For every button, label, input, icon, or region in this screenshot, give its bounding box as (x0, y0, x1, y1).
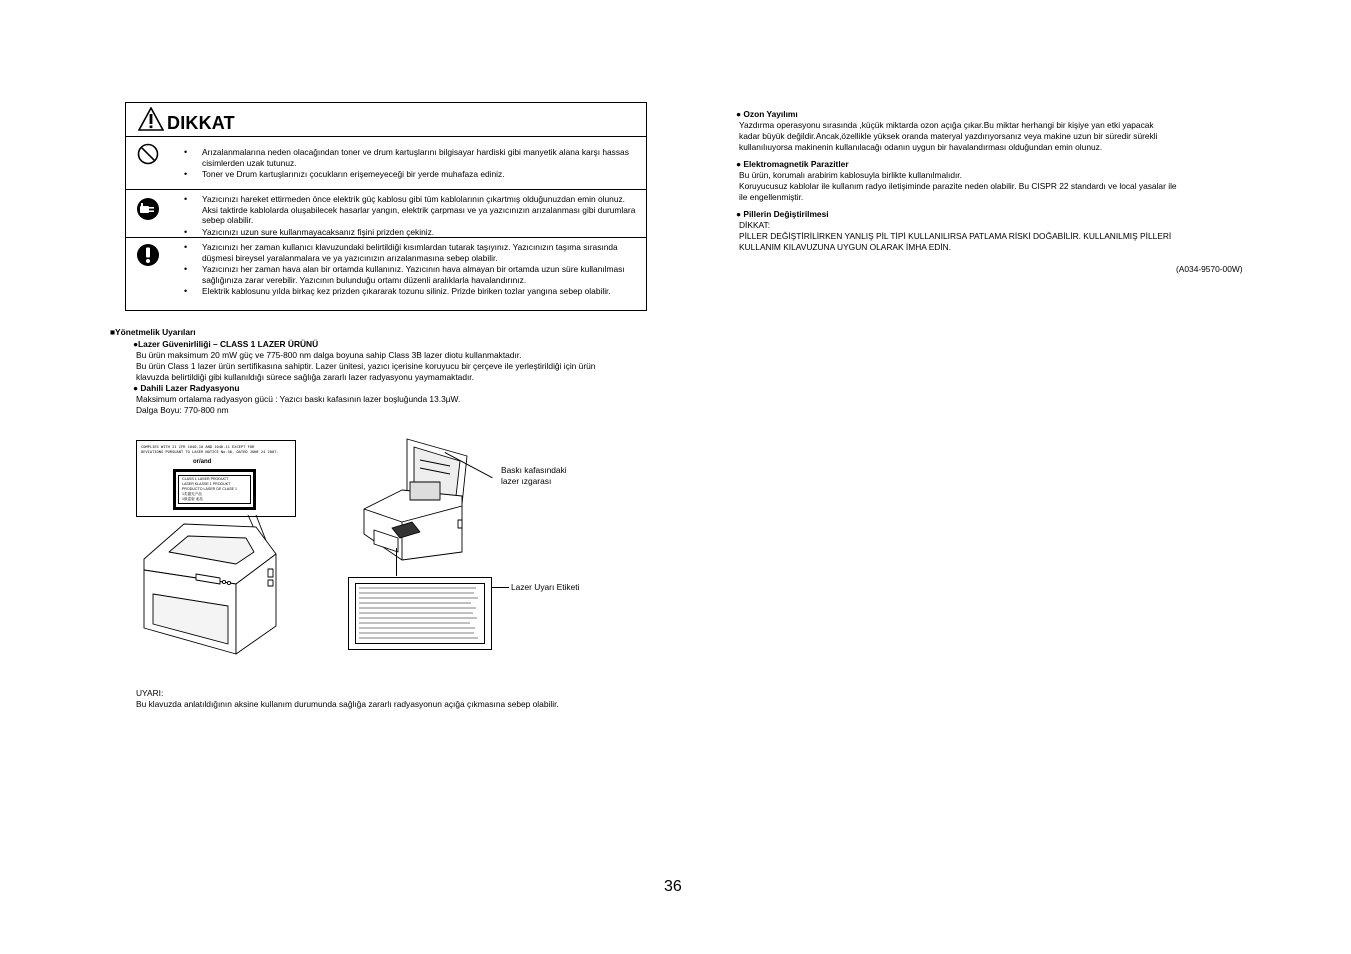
battery-title: ● Pillerin Değiştirilmesi (736, 209, 829, 219)
list-item: • Toner ve Drum kartuşlarınızı çocukların erişemeyeceği bir yerde muhafaza ediniz. (184, 169, 638, 180)
warning-title: UYARI: (136, 688, 164, 698)
callout-aperture-label: Baskı kafasındaki lazer ızgarası (501, 465, 567, 486)
ozone-line-2: kadar büyük değildir.Ancak,özellikle yüksek oranda materyal yazdırıyorsanız veya makine uzun bir süredir sürekli (739, 131, 1158, 141)
caution-group-3 (126, 238, 646, 311)
warning-text: Bu klavuzda anlatıldığının aksine kullanım durumunda sağlığa zararlı radyasyonun açığa çıkmasına sebep olabilir. (136, 699, 559, 709)
caution-group-2 (126, 190, 646, 238)
callout-line-warning (492, 587, 509, 588)
page-number: 36 (664, 878, 682, 895)
laser-safety-title: ●Lazer Güvenirliliği – CLASS 1 LAZER ÜRÜNÜ (133, 339, 319, 349)
caution-list-2 (184, 194, 638, 238)
emi-line-2: Koruyucusuz kablolar ile kullanım radyo iletişiminde parazite neden olabilir. Bu CISPR 22 standardı ve local yasalar ile (739, 181, 1177, 191)
unplug-icon (136, 197, 160, 221)
battery-line-2: PİLLER DEĞİŞTİRİLİRKEN YANLIŞ PİL TİPİ KULLANILIRSA PATLAMA RİSKİ DOĞABİLİR. KULLANILMIŞ PİLLERİ (739, 231, 1172, 241)
regulations-heading: ■Yönetmelik Uyarıları (110, 327, 196, 337)
compliance-text-2: DEVIATIONS PURSUANT TO LASER NOTICE No.50, DATED JUNE 24 2007. (141, 450, 279, 454)
emi-line-1: Bu ürün, korumalı arabirim kablosuyla birlikte kullanılmalıdır. (739, 170, 962, 180)
document-code: (A034-9570-00W) (1176, 264, 1243, 274)
compliance-label (136, 440, 296, 517)
warning-triangle-icon (138, 107, 164, 131)
list-item: • Yazıcınızı hareket ettirmeden önce elektrik güç kablosu gibi tüm kablolarının çıkartmış olduğunuzdan emin olunuz. Aksi taktirde kablolarda oluşabilecek hasarlar yangın, elektrik çarpması ve ya yazıcınızın arızalanması gibi durumlara sebep olabilir. (184, 194, 638, 226)
class1-label (173, 469, 256, 510)
label-or-and: or/and (193, 459, 212, 465)
compliance-text-1: COMPLIES WITH 21 CFR 1040.10 AND 1040.11 EXCEPT FOR (141, 445, 255, 449)
printer-illustration-left (136, 514, 296, 658)
caution-group-1 (126, 136, 646, 190)
laser-safety-line-2: Bu ürün Class 1 lazer ürün sertifikasına sahiptir. Lazer ünitesi, yazıcı içerisine koruyucu bir çerçeve ile yerleştirildiği için ürün (136, 361, 596, 371)
internal-laser-line-1: Maksimum ortalama radyasyon gücü : Yazıcı baskı kafasının lazer boşluğunda 13.3µW. (136, 394, 461, 404)
ozone-line-1: Yazdırma operasyonu sırasında ,küçük miktarda ozon açığa çıkar.Bu miktar herhangi bir kişiye yan etki yapacak (739, 120, 1154, 130)
battery-line-1: DİKKAT: (739, 220, 771, 230)
class1-line: 1类激光产品 (182, 492, 202, 496)
class1-line: LASER KLASSE 1 PRODUKT (182, 482, 231, 486)
class1-line: PRODUCTO LASER DE CLASE 1 (182, 487, 238, 491)
prohibition-icon (136, 142, 160, 166)
caution-list-3 (184, 242, 638, 298)
emi-title: ● Elektromagnetik Parazitler (736, 159, 849, 169)
emi-line-3: ile engellenmiştir. (739, 192, 804, 202)
class1-line: 1級雷射 產品 (182, 497, 203, 501)
laser-safety-line-1: Bu ürün maksimum 20 mW güç ve 775-800 nm dalga boyuna sahip Class 3B lazer diotu kullanmaktadır. (136, 350, 522, 360)
list-item: • Elektrik kablosunu yılda birkaç kez prizden çıkararak tozunu siliniz. Prizde biriken tozlar yangına sebep olabilir. (184, 286, 638, 297)
caution-list-1 (184, 147, 638, 181)
internal-laser-line-2: Dalga Boyu: 770-800 nm (136, 405, 229, 415)
list-item: • Arızalanmalarına neden olacağından toner ve drum kartuşlarını bilgisayar hardiski gibi manyetik alana karşı hassas cisimlerden uzak tutunuz. (184, 147, 638, 168)
laser-safety-line-3: klavuzda belirtildiği gibi kullanıldığı sürece sağlığa zararlı lazer radyasyonu yaymamaktadır. (136, 372, 474, 382)
caution-box (125, 102, 647, 311)
callout-line-label (396, 548, 397, 576)
list-item: • Yazıcınızı her zaman kullanıcı klavuzundaki belirtildiği kısımlardan tutarak taşıyınız. Yazıcınızın taşıma sırasında düşmesi bireysel yaralanmalara ve ya yazıcınızın arızalanmasına sebep olabilir. (184, 242, 638, 263)
printer-illustration-open (362, 434, 472, 562)
battery-line-3: KULLANIM KILAVUZUNA UYGUN OLARAK İMHA EDİN. (739, 242, 952, 252)
caution-title: DIKKAT (167, 113, 235, 133)
exclamation-icon (136, 243, 160, 267)
list-item: • Yazıcınızı uzun sure kullanmayacaksanız fişini prizden çekiniz. (184, 227, 638, 238)
ozone-line-3: kullanılıuyorsa makinenin kullanılacağı odanın uygun bir havalandırması olduğundan emin olunuz. (739, 142, 1103, 152)
caution-header (126, 103, 646, 137)
internal-laser-title: ● Dahili Lazer Radyasyonu (133, 383, 240, 393)
list-item: • Yazıcınızı her zaman hava alan bir ortamda kullanınız. Yazıcının hava almayan bir ortamda uzun süre kullanılması sağlığınıza zarar verebilir. Yazıcının bulunduğu ortamı düzenli aralıklarla havalandırınız. (184, 264, 638, 285)
ozone-title: ● Ozon Yayılımı (736, 109, 798, 119)
class1-line: CLASS 1 LASER PRODUCT (182, 477, 229, 481)
laser-warning-text-block (356, 584, 486, 645)
laser-warning-label (348, 577, 492, 650)
callout-warning-label: Lazer Uyarı Etiketi (511, 582, 580, 592)
